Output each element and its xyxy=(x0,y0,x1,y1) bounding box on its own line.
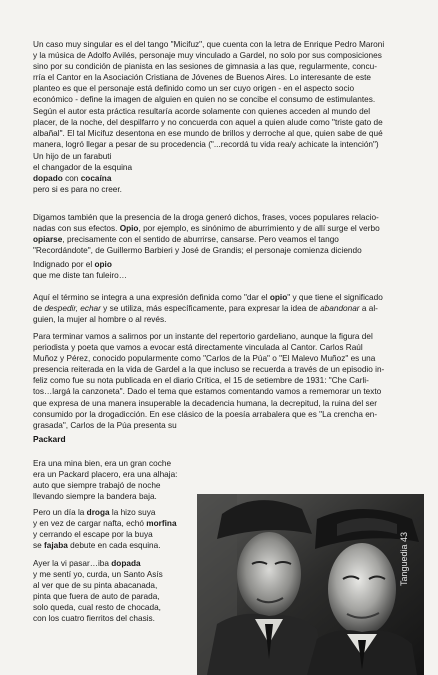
italic-word: despedir, echar xyxy=(44,304,101,314)
poem-line xyxy=(33,518,177,529)
text: " y que tiene el significado xyxy=(287,293,383,302)
bold-word: fajaba xyxy=(44,541,68,551)
poem-line: al ver que de su pinta abacanada, xyxy=(33,581,158,591)
poem-stanza-1 xyxy=(33,458,177,502)
bold-word: droga xyxy=(86,508,110,517)
bold-word: opio xyxy=(269,293,288,302)
poem-text: y en vez de cargar nafta, echó xyxy=(33,519,147,529)
text: de xyxy=(33,304,45,314)
text: Aquí el término se integra a una expresión definida como "dar el xyxy=(33,293,270,302)
text-line: periodista y poeta que vamos a evocar está directamente vinculada al Cantor. Carlos Raúl xyxy=(33,343,363,353)
bold-word: cocaína xyxy=(80,174,112,184)
paragraph-dar-el-opio xyxy=(33,292,404,325)
text-line: manera, logró llegar a pesar de su procedencia ("...recordá tu vida rea/y achicate la intención") xyxy=(33,139,379,149)
text-line: y la música de Adolfo Avilés, personaje muy vinculado a Gardel, no solo por sus composiciones xyxy=(33,51,382,61)
text-line: placer, de la noche, del despilfarro y no concuerda con aquel a quien alude como "triste gato de xyxy=(33,117,383,127)
text-line: económico - define la imagen de alguien en quien no se concibe el consumo de estimulantes. xyxy=(33,95,376,105)
text-line: Muñoz y Pérez, conocido popularmente como "Carlos de la Púa" o "El Malevo Muñoz" es una xyxy=(33,354,376,364)
poem-line xyxy=(33,259,127,270)
text-line: albañal". El tal Micifuz desentona en ese mundo de brillos y derroche al que, quien sabe de qué xyxy=(33,128,383,138)
text-line: guien, la mujer al hombre o al revés. xyxy=(33,315,167,325)
poem-line: con los cuatro fierritos del chasis. xyxy=(33,614,155,624)
text-line: consumido por la drogadicción. En ese clásico de la poesía arrabalera que es "La crencha en- xyxy=(33,409,378,419)
poem-line: solo queda, cual resto de chocada, xyxy=(33,603,161,613)
italic-word: abandonar xyxy=(320,304,360,314)
paragraph-micifuz xyxy=(33,39,404,150)
bold-word: opiarse xyxy=(33,235,63,245)
poem-line: Era una mina bien, era un gran coche xyxy=(33,459,172,468)
text-line: feliz como fue su nota publicada en el diario Crítica, el 15 de setiembre de 1931: "Che Carli- xyxy=(33,376,369,386)
poem-line: Un hijo de un farabuti xyxy=(33,152,112,161)
bold-word: opio xyxy=(94,260,112,269)
paragraph-opio xyxy=(33,212,404,256)
poem-line: el changador de la esquina xyxy=(33,163,133,173)
text-line: que expresa de una manera insuperable la decadencia humana, la decrepitud, la ruina del ser xyxy=(33,398,377,408)
text: , por ejemplo, es sinónimo de aburrimiento y de allí surge el verbo xyxy=(138,224,380,234)
text-line: presencia reiterada en la vida de Gardel a la que incluso se recuerda a través de un episodio in- xyxy=(33,365,385,375)
text-line: Según el autor esta práctica resultaría acorde solamente con quienes acceden al mundo del xyxy=(33,106,371,116)
poem-line: y cerrando el escape por la buya xyxy=(33,530,153,540)
paragraph-carlos-de-la-pua xyxy=(33,331,404,431)
poem-line: y me sentí yo, curda, un Santo Asís xyxy=(33,570,163,580)
text-line: rría el Cantor en la Asociación Cristiana de Jóvenes de Buenos Aires. Lo interesante de este xyxy=(33,73,371,83)
poem-line xyxy=(33,540,177,551)
poem-line: que me diste tan fuleiro… xyxy=(33,271,128,281)
text: y se utiliza, más específicamente, para expresar la idea de xyxy=(100,304,321,314)
poem-text: con xyxy=(62,174,81,184)
poem-line: era un Packard placero, era una alhaja: xyxy=(33,470,178,480)
poem-text: Indignado por el xyxy=(33,260,95,269)
poem-micifuz xyxy=(33,151,132,195)
text-line: "Recordándote", de Guillermo Barbieri y José de Grandis; el personaje comienza diciendo xyxy=(33,246,362,256)
text-line xyxy=(33,292,404,303)
poem-text: Ayer la vi pasar…iba xyxy=(33,559,112,568)
text: , precisamente con el sentido de aburrirse, cansarse. Pero veamos el tango xyxy=(62,235,339,245)
poem-text: debute en cada esquina. xyxy=(67,541,161,551)
page-number: Tanguedia 43 xyxy=(399,531,409,586)
poem-stanza-2 xyxy=(33,507,177,551)
poem-line: auto que siempre trabajó de noche xyxy=(33,481,161,491)
photo-illustration xyxy=(197,494,424,675)
poem-line: pinta que fuera de auto de parada, xyxy=(33,592,160,602)
poem-stanza-3 xyxy=(33,558,163,625)
poem-line xyxy=(33,507,177,518)
text-line: Un caso muy singular es el del tango "Micifuz", que cuenta con la letra de Enrique Pedro Maroni xyxy=(33,40,385,49)
text-line xyxy=(33,234,404,245)
text-line: grasada", Carlos de la Púa presenta su xyxy=(33,420,177,430)
poem-recordandote xyxy=(33,259,127,281)
poem-line xyxy=(33,558,163,569)
bold-word: morfina xyxy=(146,519,177,529)
text-line: sino por su condición de pianista en las sesiones de gimnasia a las que, regularmente, concu- xyxy=(33,62,377,72)
poem-title: Packard xyxy=(33,434,66,444)
text-line: Para terminar vamos a salirnos por un instante del repertorio gardeliano, aunque la figura del xyxy=(33,332,373,341)
bold-word: dopada xyxy=(111,559,141,568)
poem-line: llevando siempre la bandera baja. xyxy=(33,492,157,502)
photo-two-men xyxy=(197,494,424,675)
bold-word: dopado xyxy=(33,174,63,184)
poem-text: la hizo suya xyxy=(109,508,156,517)
poem-text: Pero un día la xyxy=(33,508,87,517)
poem-text: se xyxy=(33,541,45,551)
text-line: Digamos también que la presencia de la droga generó dichos, frases, voces populares relacio- xyxy=(33,213,379,222)
text-line: planteo es que el personaje está definido como un ser cuyo origen - en el aspecto socio xyxy=(33,84,355,94)
text-line xyxy=(33,223,404,234)
poem-line: pero si es para no creer. xyxy=(33,185,122,195)
text-line: tos…largá la canzoneta". Dado el tema que estamos comentando vamos a rememorar un texto xyxy=(33,387,382,397)
text: nadas con sus efectos. xyxy=(33,224,120,234)
text-line xyxy=(33,303,404,314)
text: a al- xyxy=(359,304,378,314)
poem-line xyxy=(33,173,132,184)
bold-word: Opio xyxy=(119,224,139,234)
